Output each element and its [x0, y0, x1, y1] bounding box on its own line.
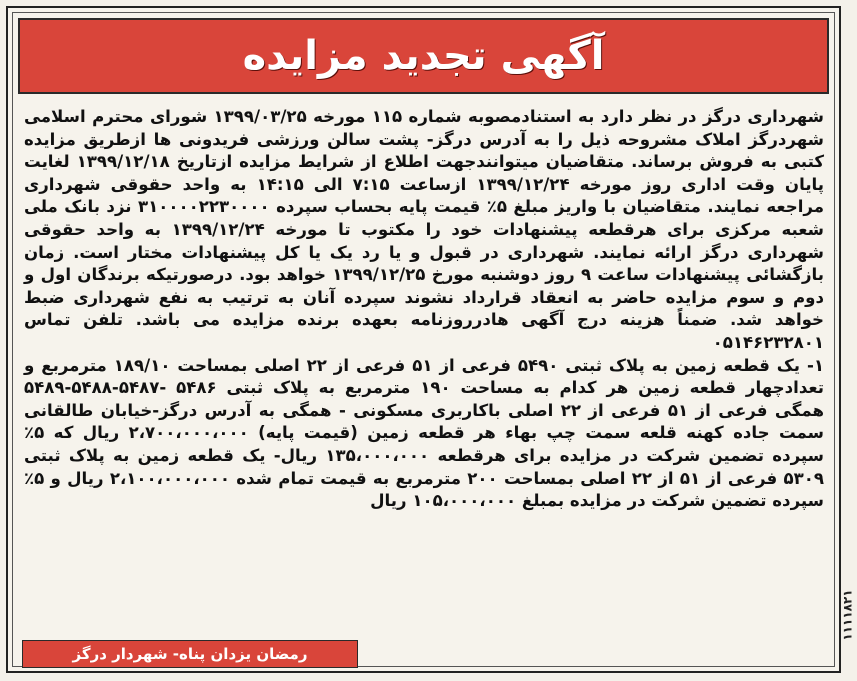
notice-frame [6, 6, 841, 673]
signature-box [22, 640, 358, 668]
notice-paragraph-intro: شهرداری درگز در نظر دارد به استنادمصوبه شماره ۱۱۵ مورخه ۱۳۹۹/۰۳/۲۵ شورای محترم اسلامی شهردرگز املاک مشروحه ذیل را به آدرس درگز- پشت سالن ورزشی فریدونی ها ازطریق مزایده کتبی به فروش برساند. متقاضیان میتوانندجهت اطلاع از شرایط مزایده ازتاریخ ۱۳۹۹/۱۲/۱۸ لغایت پایان وقت اداری روز مورخه ۱۳۹۹/۱۲/۲۴ ازساعت ۷:۱۵ الی ۱۴:۱۵ به واحد حقوقی شهرداری مراجعه نمایند. متقاضیان با واریز مبلغ ۵٪ قیمت پایه بحساب سپرده ۳۱۰۰۰۰۲۲۳۰۰۰۰ نزد بانک ملی شعبه مرکزی برای هرقطعه پیشنهادات خود را مکتوب تا مورخه ۱۳۹۹/۱۲/۲۴ به واحد حقوقی شهرداری درگز ارائه نمایند. شهرداری در قبول و یا رد یک یا کل پیشنهادات مختار است. زمان بازگشائی پیشنهادات ساعت ۹ روز دوشنبه مورخ ۱۳۹۹/۱۲/۲۵ خواهد بود. درصورتیکه برندگان اول و دوم و سوم مزایده حاضر به انعقاد قرارداد نشوند سپرده آنان به ترتیب به نفع شهرداری ضبط خواهد شد. ضمناً هزینه درج آگهی هادرروزنامه بعهده برنده مزایده می باشد. تلفن تماس ۰۵۱۴۶۲۳۲۸۰۱ [24, 107, 825, 352]
side-code [841, 560, 855, 670]
signature-text: رمضان یزدان پناه- شهردار درگز [72, 645, 308, 663]
notice-paragraph-items: ۱- یک قطعه زمین به پلاک ثبتی ۵۴۹۰ فرعی از ۵۱ فرعی از ۲۲ اصلی بمساحت ۱۸۹/۱۰ مترمربع و تعدادچهار قطعه زمین هر کدام به مساحت ۱۹۰ مترمربع به پلاک ثبتی ۵۴۸۶ -۵۴۸۷-۵۴۸۸-۵۴۸۹ همگی فرعی از ۵۱ فرعی از ۲۲ اصلی باکاربری مسکونی - همگی به آدرس درگز-خیابان طالقانی سمت جاده کهنه قلعه سمت چپ بهاء هر قطعه زمین (قیمت پایه) ۲،۷۰۰،۰۰۰،۰۰۰ ریال که ۵٪ سپرده تضمین شرکت در مزایده برای هرقطعه ۱۳۵،۰۰۰،۰۰۰ ریال- یک قطعه زمین به پلاک ثبتی ۵۳۰۹ فرعی از ۵۱ از ۲۲ اصلی بمساحت ۲۰۰ مترمربع به قیمت تمام شده ۲،۱۰۰،۰۰۰،۰۰۰ ریال و ۵٪ سپرده تضمین شرکت در مزایده بمبلغ ۱۰۵،۰۰۰،۰۰۰ ریال [24, 355, 825, 511]
page-title: آگهی تجدید مزایده [242, 33, 605, 79]
title-banner [18, 18, 829, 94]
side-code-text: ۱۱۱۱۸۲۱ [841, 589, 855, 641]
notice-body [24, 106, 824, 513]
